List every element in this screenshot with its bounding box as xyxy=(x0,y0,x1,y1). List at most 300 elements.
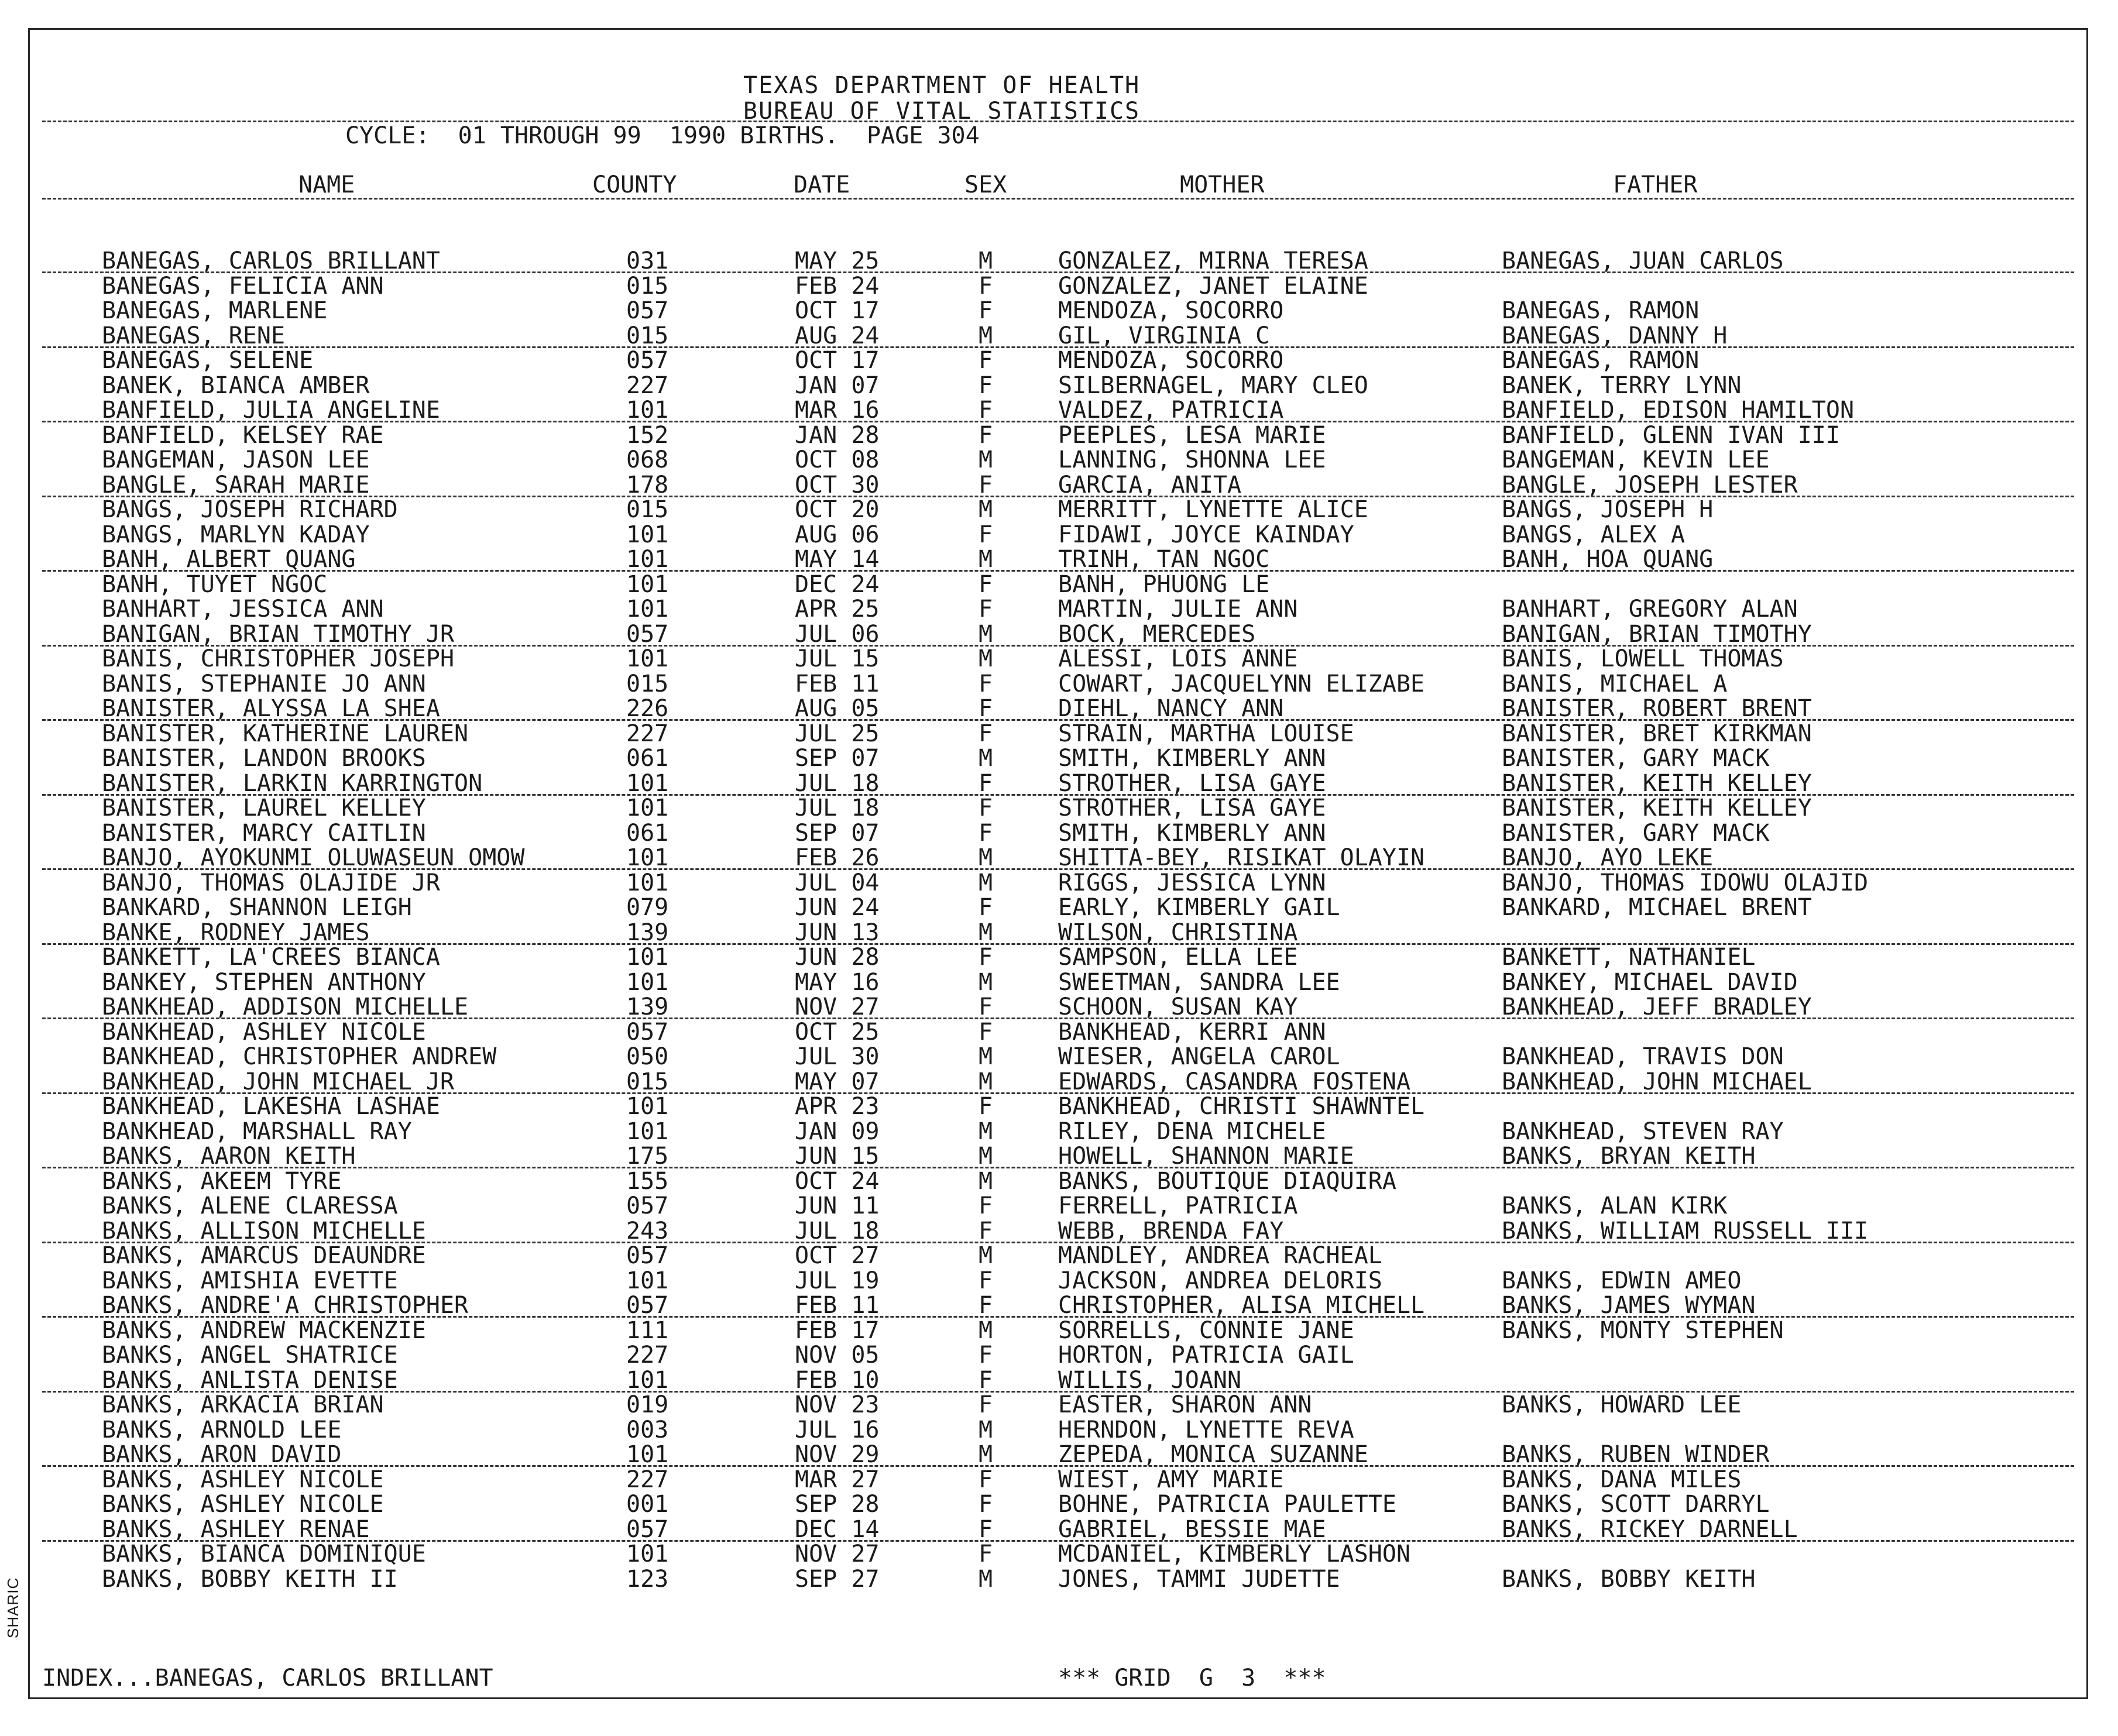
record-date: OCT 24 xyxy=(795,1167,880,1195)
record-date: NOV 29 xyxy=(795,1441,880,1468)
record-sex: M xyxy=(979,496,993,523)
record-mother: BANKHEAD, KERRI ANN xyxy=(1058,1018,1326,1046)
record-date: DEC 24 xyxy=(795,570,880,598)
record-county: 057 xyxy=(626,1192,669,1219)
record-date: NOV 27 xyxy=(795,994,880,1020)
record-name: BANKS, AMARCUS DEAUNDRE xyxy=(102,1242,426,1269)
record-county: 139 xyxy=(626,919,669,946)
record-county: 019 xyxy=(626,1391,669,1418)
record-date: JAN 09 xyxy=(795,1118,880,1145)
record-name: BANH, ALBERT QUANG xyxy=(102,546,356,573)
record-name: BANKARD, SHANNON LEIGH xyxy=(102,894,412,921)
record-county: 123 xyxy=(626,1565,669,1593)
record-county: 101 xyxy=(626,1118,669,1145)
record-sex: M xyxy=(979,645,993,672)
record-mother: SAMPSON, ELLA LEE xyxy=(1058,944,1298,971)
record-mother: BANH, PHUONG LE xyxy=(1058,570,1270,598)
record-date: MAY 07 xyxy=(795,1068,880,1095)
record-date: JAN 07 xyxy=(795,372,880,399)
record-sex: F xyxy=(979,596,993,623)
record-name: BANFIELD, JULIA ANGELINE xyxy=(102,397,440,424)
header-title: TEXAS DEPARTMENT OF HEALTH xyxy=(743,72,1141,99)
cycle-line: CYCLE: 01 THROUGH 99 1990 BIRTHS. PAGE 304 xyxy=(345,122,980,149)
record-county: 057 xyxy=(626,297,669,324)
record-father: BANKS, HOWARD LEE xyxy=(1502,1391,1742,1418)
record-mother: PEEPLES, LESA MARIE xyxy=(1058,421,1326,449)
record-sex: F xyxy=(979,1018,993,1046)
record-sex: M xyxy=(979,1118,993,1145)
record-name: BANJO, THOMAS OLAJIDE JR xyxy=(102,869,440,896)
col-header-father: FATHER xyxy=(1613,171,1698,198)
record-date: JUL 25 xyxy=(795,720,880,747)
record-father: BANISTER, KEITH KELLEY xyxy=(1502,769,1812,797)
record-father: BANKS, SCOTT DARRYL xyxy=(1502,1491,1770,1518)
record-county: 057 xyxy=(626,1515,669,1543)
record-father: BANEK, TERRY LYNN xyxy=(1502,372,1742,399)
record-mother: SWEETMAN, SANDRA LEE xyxy=(1058,968,1340,996)
record-name: BANEGAS, FELICIA ANN xyxy=(102,272,384,300)
record-father: BANKHEAD, JEFF BRADLEY xyxy=(1502,994,1812,1020)
record-mother: LANNING, SHONNA LEE xyxy=(1058,446,1326,473)
record-county: 101 xyxy=(626,1267,669,1294)
record-sex: M xyxy=(979,919,993,946)
record-sex: M xyxy=(979,546,993,573)
record-date: FEB 17 xyxy=(795,1316,880,1344)
record-county: 227 xyxy=(626,1342,669,1369)
record-county: 079 xyxy=(626,894,669,921)
record-county: 068 xyxy=(626,446,669,473)
record-county: 139 xyxy=(626,994,669,1020)
record-sex: F xyxy=(979,471,993,499)
record-date: FEB 26 xyxy=(795,844,880,871)
record-mother: BANKHEAD, CHRISTI SHAWNTEL xyxy=(1058,1093,1425,1120)
record-name: BANKS, AKEEM TYRE xyxy=(102,1167,342,1195)
record-mother: WIEST, AMY MARIE xyxy=(1058,1466,1284,1493)
record-county: 101 xyxy=(626,968,669,996)
record-mother: RIGGS, JESSICA LYNN xyxy=(1058,869,1326,896)
record-sex: F xyxy=(979,944,993,971)
record-sex: F xyxy=(979,1292,993,1319)
record-county: 101 xyxy=(626,397,669,424)
record-name: BANKEY, STEPHEN ANTHONY xyxy=(102,968,426,996)
record-father: BANISTER, GARY MACK xyxy=(1502,745,1770,772)
record-father: BANKARD, MICHAEL BRENT xyxy=(1502,894,1812,921)
record-mother: TRINH, TAN NGOC xyxy=(1058,546,1270,573)
record-mother: MCDANIEL, KIMBERLY LASHON xyxy=(1058,1541,1411,1567)
record-date: SEP 28 xyxy=(795,1491,880,1518)
record-mother: MENDOZA, SOCORRO xyxy=(1058,347,1284,374)
record-name: BANKS, ASHLEY NICOLE xyxy=(102,1491,384,1518)
record-father: BANGS, JOSEPH H xyxy=(1502,496,1714,523)
record-mother: DIEHL, NANCY ANN xyxy=(1058,695,1284,722)
record-father: BANGLE, JOSEPH LESTER xyxy=(1502,471,1798,499)
record-father: BANH, HOA QUANG xyxy=(1502,546,1714,573)
record-sex: M xyxy=(979,620,993,648)
record-sex: F xyxy=(979,795,993,821)
record-mother: MARTIN, JULIE ANN xyxy=(1058,596,1298,623)
record-county: 015 xyxy=(626,496,669,523)
record-sex: M xyxy=(979,322,993,349)
record-mother: HORTON, PATRICIA GAIL xyxy=(1058,1342,1354,1369)
record-father: BANKS, BOBBY KEITH xyxy=(1502,1565,1756,1593)
record-date: MAR 16 xyxy=(795,397,880,424)
record-sex: F xyxy=(979,347,993,374)
record-name: BANKE, RODNEY JAMES xyxy=(102,919,370,946)
record-county: 226 xyxy=(626,695,669,722)
record-mother: MANDLEY, ANDREA RACHEAL xyxy=(1058,1242,1382,1269)
record-father: BANKS, WILLIAM RUSSELL III xyxy=(1502,1217,1869,1245)
record-mother: WIESER, ANGELA CAROL xyxy=(1058,1043,1340,1070)
record-date: FEB 11 xyxy=(795,1292,880,1319)
record-sex: M xyxy=(979,968,993,996)
record-mother: SHITTA-BEY, RISIKAT OLAYIN xyxy=(1058,844,1425,871)
record-county: 057 xyxy=(626,347,669,374)
record-name: BANKS, ASHLEY RENAE xyxy=(102,1515,370,1543)
record-date: AUG 06 xyxy=(795,521,880,548)
record-sex: F xyxy=(979,670,993,697)
record-father: BANKS, EDWIN AMEO xyxy=(1502,1267,1742,1294)
record-date: JUN 24 xyxy=(795,894,880,921)
record-sex: M xyxy=(979,247,993,274)
record-date: MAY 14 xyxy=(795,546,880,573)
record-mother: HERNDON, LYNETTE REVA xyxy=(1058,1416,1354,1443)
record-father: BANGS, ALEX A xyxy=(1502,521,1686,548)
record-date: JUL 30 xyxy=(795,1043,880,1070)
record-date: FEB 11 xyxy=(795,670,880,697)
record-date: JUL 16 xyxy=(795,1416,880,1443)
record-county: 050 xyxy=(626,1043,669,1070)
record-county: 101 xyxy=(626,645,669,672)
record-mother: JONES, TAMMI JUDETTE xyxy=(1058,1565,1340,1593)
record-name: BANKHEAD, ASHLEY NICOLE xyxy=(102,1018,426,1046)
record-name: BANKHEAD, LAKESHA LASHAE xyxy=(102,1093,440,1120)
record-sex: F xyxy=(979,272,993,300)
record-name: BANGEMAN, JASON LEE xyxy=(102,446,370,473)
record-sex: M xyxy=(979,1316,993,1344)
record-mother: HOWELL, SHANNON MARIE xyxy=(1058,1143,1354,1170)
record-date: SEP 27 xyxy=(795,1565,880,1593)
record-father: BANKS, ALAN KIRK xyxy=(1502,1192,1728,1219)
record-sex: F xyxy=(979,1515,993,1543)
record-father: BANKS, RUBEN WINDER xyxy=(1502,1441,1770,1468)
record-date: APR 23 xyxy=(795,1093,880,1120)
record-county: 061 xyxy=(626,745,669,772)
record-mother: GARCIA, ANITA xyxy=(1058,471,1242,499)
record-county: 101 xyxy=(626,1366,669,1394)
record-father: BANKHEAD, TRAVIS DON xyxy=(1502,1043,1784,1070)
record-date: JUL 18 xyxy=(795,769,880,797)
record-mother: ALESSI, LOIS ANNE xyxy=(1058,645,1298,672)
record-date: JUN 15 xyxy=(795,1143,880,1170)
col-header-sex: SEX xyxy=(964,171,1007,198)
record-sex: F xyxy=(979,1342,993,1369)
record-mother: STROTHER, LISA GAYE xyxy=(1058,795,1326,821)
record-father: BANGEMAN, KEVIN LEE xyxy=(1502,446,1770,473)
record-county: 101 xyxy=(626,1441,669,1468)
record-sex: F xyxy=(979,1267,993,1294)
record-date: FEB 24 xyxy=(795,272,880,300)
record-sex: F xyxy=(979,570,993,598)
record-county: 101 xyxy=(626,1541,669,1567)
record-county: 015 xyxy=(626,322,669,349)
record-name: BANEGAS, CARLOS BRILLANT xyxy=(102,247,440,274)
record-sex: F xyxy=(979,994,993,1020)
record-sex: F xyxy=(979,894,993,921)
record-father: BANIS, LOWELL THOMAS xyxy=(1502,645,1784,672)
record-county: 178 xyxy=(626,471,669,499)
record-sex: F xyxy=(979,1541,993,1567)
record-father: BANEGAS, RAMON xyxy=(1502,347,1700,374)
record-date: OCT 17 xyxy=(795,297,880,324)
record-mother: GABRIEL, BESSIE MAE xyxy=(1058,1515,1326,1543)
record-name: BANEGAS, MARLENE xyxy=(102,297,328,324)
record-name: BANIS, STEPHANIE JO ANN xyxy=(102,670,426,697)
record-sex: F xyxy=(979,1491,993,1518)
record-mother: SORRELLS, CONNIE JANE xyxy=(1058,1316,1354,1344)
record-mother: BANKS, BOUTIQUE DIAQUIRA xyxy=(1058,1167,1396,1195)
record-county: 001 xyxy=(626,1491,669,1518)
record-county: 057 xyxy=(626,620,669,648)
record-father: BANKS, MONTY STEPHEN xyxy=(1502,1316,1784,1344)
record-name: BANKHEAD, JOHN MICHAEL JR xyxy=(102,1068,455,1095)
record-county: 101 xyxy=(626,521,669,548)
record-date: NOV 05 xyxy=(795,1342,880,1369)
record-mother: WILSON, CHRISTINA xyxy=(1058,919,1298,946)
record-mother: GIL, VIRGINIA C xyxy=(1058,322,1270,349)
record-name: BANKS, ASHLEY NICOLE xyxy=(102,1466,384,1493)
record-sex: F xyxy=(979,421,993,449)
record-father: BANISTER, KEITH KELLEY xyxy=(1502,795,1812,821)
record-sex: F xyxy=(979,1366,993,1394)
record-county: 155 xyxy=(626,1167,669,1195)
record-date: NOV 23 xyxy=(795,1391,880,1418)
record-date: JUL 06 xyxy=(795,620,880,648)
col-header-date: DATE xyxy=(794,171,850,198)
header-bureau: BUREAU OF VITAL STATISTICS xyxy=(743,98,1141,125)
record-mother: RILEY, DENA MICHELE xyxy=(1058,1118,1326,1145)
record-sex: M xyxy=(979,1441,993,1468)
record-date: OCT 27 xyxy=(795,1242,880,1269)
record-county: 227 xyxy=(626,1466,669,1493)
record-mother: GONZALEZ, JANET ELAINE xyxy=(1058,272,1368,300)
record-sex: M xyxy=(979,1565,993,1593)
record-county: 101 xyxy=(626,944,669,971)
record-name: BANEK, BIANCA AMBER xyxy=(102,372,370,399)
record-sex: M xyxy=(979,1143,993,1170)
record-date: NOV 27 xyxy=(795,1541,880,1567)
record-sex: M xyxy=(979,745,993,772)
record-sex: M xyxy=(979,869,993,896)
record-name: BANHART, JESSICA ANN xyxy=(102,596,384,623)
record-mother: SILBERNAGEL, MARY CLEO xyxy=(1058,372,1368,399)
record-county: 015 xyxy=(626,670,669,697)
record-name: BANKS, AARON KEITH xyxy=(102,1143,356,1170)
record-name: BANISTER, KATHERINE LAUREN xyxy=(102,720,469,747)
record-mother: JACKSON, ANDREA DELORIS xyxy=(1058,1267,1382,1294)
record-sex: F xyxy=(979,695,993,722)
record-name: BANKS, ARON DAVID xyxy=(102,1441,342,1468)
record-sex: F xyxy=(979,1391,993,1418)
record-name: BANKS, ANLISTA DENISE xyxy=(102,1366,398,1394)
record-mother: EASTER, SHARON ANN xyxy=(1058,1391,1312,1418)
record-sex: F xyxy=(979,720,993,747)
record-name: BANISTER, LANDON BROOKS xyxy=(102,745,426,772)
record-father: BANKHEAD, STEVEN RAY xyxy=(1502,1118,1784,1145)
record-name: BANKS, ANDREW MACKENZIE xyxy=(102,1316,426,1344)
record-date: JUL 18 xyxy=(795,795,880,821)
record-mother: STRAIN, MARTHA LOUISE xyxy=(1058,720,1354,747)
record-sex: M xyxy=(979,1043,993,1070)
record-father: BANFIELD, EDISON HAMILTON xyxy=(1502,397,1855,424)
record-date: OCT 20 xyxy=(795,496,880,523)
record-name: BANKS, AMISHIA EVETTE xyxy=(102,1267,398,1294)
record-sex: F xyxy=(979,819,993,847)
record-county: 227 xyxy=(626,720,669,747)
record-father: BANKEY, MICHAEL DAVID xyxy=(1502,968,1798,996)
record-county: 015 xyxy=(626,272,669,300)
col-header-mother: MOTHER xyxy=(1180,171,1265,198)
record-county: 227 xyxy=(626,372,669,399)
record-date: OCT 17 xyxy=(795,347,880,374)
record-father: BANHART, GREGORY ALAN xyxy=(1502,596,1798,623)
record-name: BANKS, ARKACIA BRIAN xyxy=(102,1391,384,1418)
record-county: 101 xyxy=(626,795,669,821)
record-county: 101 xyxy=(626,596,669,623)
record-sex: F xyxy=(979,397,993,424)
record-father: BANIS, MICHAEL A xyxy=(1502,670,1728,697)
record-date: AUG 05 xyxy=(795,695,880,722)
record-father: BANJO, AYO LEKE xyxy=(1502,844,1714,871)
record-father: BANEGAS, RAMON xyxy=(1502,297,1700,324)
record-mother: WEBB, BRENDA FAY xyxy=(1058,1217,1284,1245)
record-name: BANKS, BIANCA DOMINIQUE xyxy=(102,1541,426,1567)
record-date: MAR 27 xyxy=(795,1466,880,1493)
record-sex: M xyxy=(979,1167,993,1195)
column-header-divider xyxy=(42,198,2074,200)
record-county: 101 xyxy=(626,844,669,871)
record-county: 101 xyxy=(626,546,669,573)
record-date: JUN 28 xyxy=(795,944,880,971)
record-father: BANKS, DANA MILES xyxy=(1502,1466,1742,1493)
record-name: BANKS, ALENE CLARESSA xyxy=(102,1192,398,1219)
record-mother: FIDAWI, JOYCE KAINDAY xyxy=(1058,521,1354,548)
record-name: BANKS, ARNOLD LEE xyxy=(102,1416,342,1443)
record-county: 057 xyxy=(626,1018,669,1046)
record-name: BANH, TUYET NGOC xyxy=(102,570,328,598)
record-county: 101 xyxy=(626,1093,669,1120)
record-name: BANKS, BOBBY KEITH II xyxy=(102,1565,398,1593)
record-name: BANKHEAD, ADDISON MICHELLE xyxy=(102,994,469,1020)
record-father: BANKETT, NATHANIEL xyxy=(1502,944,1756,971)
record-date: OCT 30 xyxy=(795,471,880,499)
record-county: 101 xyxy=(626,570,669,598)
record-date: OCT 08 xyxy=(795,446,880,473)
record-name: BANGLE, SARAH MARIE xyxy=(102,471,370,499)
record-father: BANEGAS, JUAN CARLOS xyxy=(1502,247,1784,274)
record-county: 057 xyxy=(626,1242,669,1269)
record-mother: MENDOZA, SOCORRO xyxy=(1058,297,1284,324)
record-sex: M xyxy=(979,1242,993,1269)
record-sex: M xyxy=(979,1068,993,1095)
record-name: BANISTER, ALYSSA LA SHEA xyxy=(102,695,440,722)
record-sex: M xyxy=(979,446,993,473)
record-date: JUN 11 xyxy=(795,1192,880,1219)
record-sex: F xyxy=(979,1093,993,1120)
record-mother: WILLIS, JOANN xyxy=(1058,1366,1242,1394)
record-name: BANIS, CHRISTOPHER JOSEPH xyxy=(102,645,455,672)
record-name: BANEGAS, RENE xyxy=(102,322,286,349)
record-mother: MERRITT, LYNETTE ALICE xyxy=(1058,496,1368,523)
record-county: 111 xyxy=(626,1316,669,1344)
record-father: BANJO, THOMAS IDOWU OLAJID xyxy=(1502,869,1869,896)
record-name: BANKETT, LA'CREES BIANCA xyxy=(102,944,440,971)
record-county: 057 xyxy=(626,1292,669,1319)
record-date: APR 25 xyxy=(795,596,880,623)
record-mother: ZEPEDA, MONICA SUZANNE xyxy=(1058,1441,1368,1468)
record-date: OCT 25 xyxy=(795,1018,880,1046)
record-father: BANEGAS, DANNY H xyxy=(1502,322,1728,349)
record-name: BANKS, ALLISON MICHELLE xyxy=(102,1217,426,1245)
record-name: BANIGAN, BRIAN TIMOTHY JR xyxy=(102,620,455,648)
record-mother: SMITH, KIMBERLY ANN xyxy=(1058,745,1326,772)
record-sex: F xyxy=(979,372,993,399)
record-county: 031 xyxy=(626,247,669,274)
record-name: BANJO, AYOKUNMI OLUWASEUN OMOW xyxy=(102,844,525,871)
record-sex: F xyxy=(979,521,993,548)
record-date: JUL 15 xyxy=(795,645,880,672)
record-mother: STROTHER, LISA GAYE xyxy=(1058,769,1326,797)
record-mother: FERRELL, PATRICIA xyxy=(1058,1192,1298,1219)
record-mother: BOHNE, PATRICIA PAULETTE xyxy=(1058,1491,1396,1518)
record-date: JUL 19 xyxy=(795,1267,880,1294)
record-name: BANKHEAD, CHRISTOPHER ANDREW xyxy=(102,1043,497,1070)
record-date: JUL 18 xyxy=(795,1217,880,1245)
record-date: MAY 16 xyxy=(795,968,880,996)
record-name: BANISTER, LAUREL KELLEY xyxy=(102,795,426,821)
record-father: BANISTER, BRET KIRKMAN xyxy=(1502,720,1812,747)
record-name: BANGS, MARLYN KADAY xyxy=(102,521,370,548)
record-father: BANKS, BRYAN KEITH xyxy=(1502,1143,1756,1170)
record-date: JAN 28 xyxy=(795,421,880,449)
record-name: BANKS, ANGEL SHATRICE xyxy=(102,1342,398,1369)
record-county: 015 xyxy=(626,1068,669,1095)
record-sex: F xyxy=(979,1217,993,1245)
record-sex: F xyxy=(979,297,993,324)
side-label: SHARIC xyxy=(4,1577,22,1638)
record-mother: CHRISTOPHER, ALISA MICHELL xyxy=(1058,1292,1425,1319)
record-date: MAY 25 xyxy=(795,247,880,274)
record-sex: F xyxy=(979,1192,993,1219)
record-mother: SMITH, KIMBERLY ANN xyxy=(1058,819,1326,847)
record-mother: GONZALEZ, MIRNA TERESA xyxy=(1058,247,1368,274)
record-county: 175 xyxy=(626,1143,669,1170)
record-date: SEP 07 xyxy=(795,819,880,847)
record-date: FEB 10 xyxy=(795,1366,880,1394)
record-mother: EDWARDS, CASANDRA FOSTENA xyxy=(1058,1068,1411,1095)
record-name: BANISTER, LARKIN KARRINGTON xyxy=(102,769,483,797)
record-date: AUG 24 xyxy=(795,322,880,349)
record-date: DEC 14 xyxy=(795,1515,880,1543)
record-name: BANGS, JOSEPH RICHARD xyxy=(102,496,398,523)
record-sex: F xyxy=(979,769,993,797)
record-mother: SCHOON, SUSAN KAY xyxy=(1058,994,1298,1020)
record-name: BANKS, ANDRE'A CHRISTOPHER xyxy=(102,1292,469,1319)
record-mother: VALDEZ, PATRICIA xyxy=(1058,397,1284,424)
record-sex: M xyxy=(979,1416,993,1443)
record-father: BANKS, JAMES WYMAN xyxy=(1502,1292,1756,1319)
record-county: 061 xyxy=(626,819,669,847)
record-county: 003 xyxy=(626,1416,669,1443)
